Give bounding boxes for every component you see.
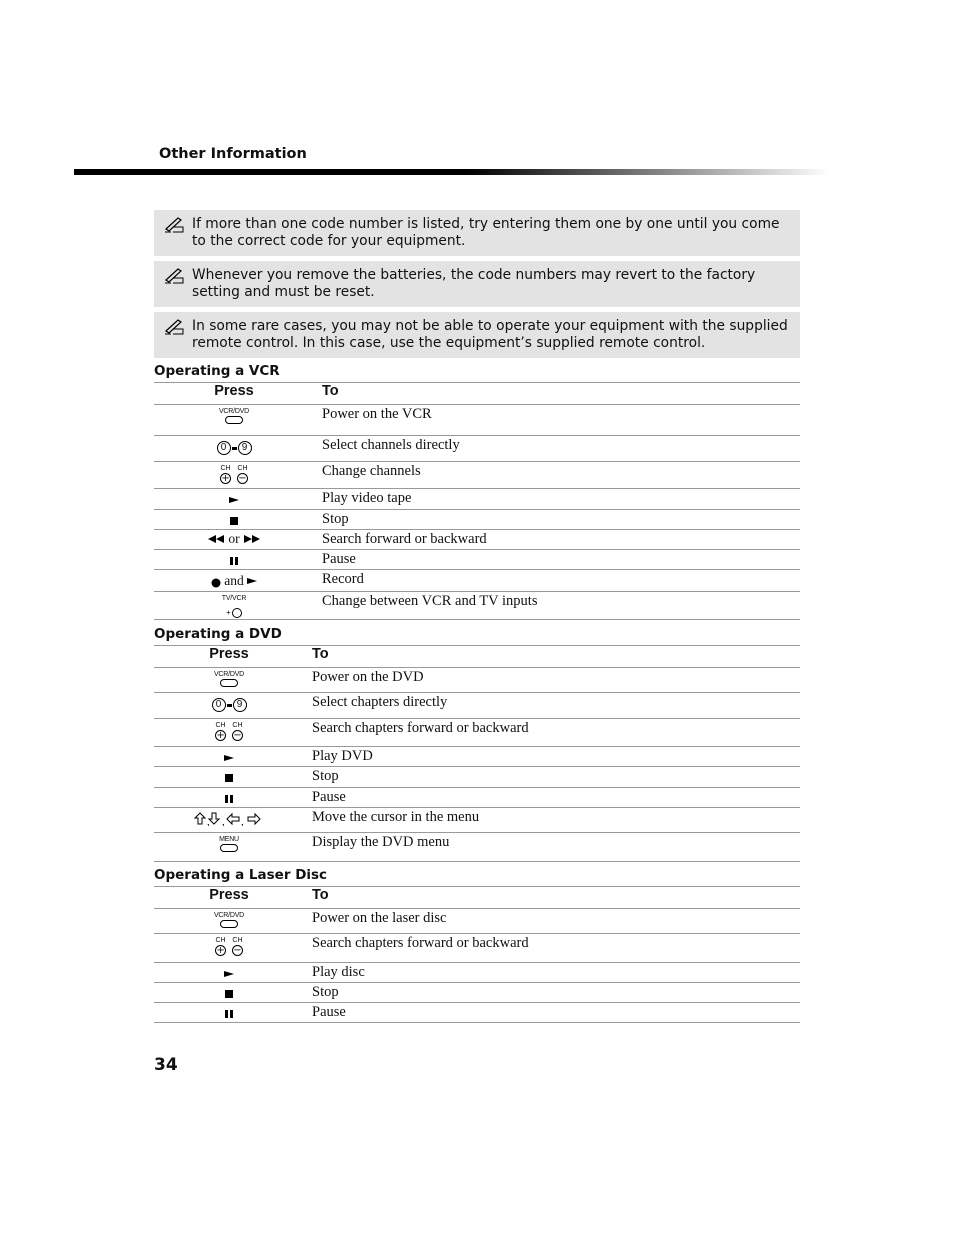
table-row — [154, 405, 800, 436]
table-row — [154, 833, 800, 862]
action-text: Search forward or backward — [314, 530, 800, 550]
pause-icon — [154, 1003, 304, 1023]
svg-text:,: , — [241, 816, 244, 826]
action-text: Pause — [314, 550, 800, 570]
channel-up-down-icon: CH + CH − — [154, 462, 314, 489]
play-icon — [154, 489, 314, 510]
pencil-note-icon — [163, 214, 185, 234]
menu-button-icon: MENU — [154, 833, 304, 862]
action-text: Select channels directly — [314, 436, 800, 462]
note-box — [154, 210, 800, 256]
action-text: Select chapters directly — [304, 693, 800, 719]
to-column-header: To — [304, 646, 800, 668]
header-rule — [74, 169, 830, 175]
stop-icon — [154, 983, 304, 1003]
table-row — [154, 489, 800, 510]
svg-text:,: , — [222, 816, 225, 826]
arrow-keys-icon — [154, 808, 304, 833]
table-row — [154, 462, 800, 489]
note-text: If more than one code number is listed, try entering them one by one until you come to the correct code for your equipment. — [192, 216, 780, 249]
action-text: Stop — [304, 767, 800, 788]
table-row — [154, 436, 800, 462]
action-text: Pause — [304, 1003, 800, 1023]
section-title-laserdisc: Operating a Laser Disc — [154, 867, 328, 883]
channel-up-down-icon: CH + CH − — [154, 719, 304, 747]
number-buttons-0-9-icon: 0 9 — [154, 693, 304, 719]
action-text: Stop — [314, 510, 800, 530]
play-icon — [154, 963, 304, 983]
table-row — [154, 934, 800, 963]
play-icon — [154, 747, 304, 767]
laserdisc-operations-table — [154, 886, 800, 1023]
number-buttons-0-9-icon: 0 9 — [154, 436, 314, 462]
page-number: 34 — [154, 1055, 178, 1075]
table-row — [154, 592, 800, 620]
note-box — [154, 261, 800, 307]
pause-icon — [154, 788, 304, 808]
action-text: Search chapters forward or backward — [304, 719, 800, 747]
note-box — [154, 312, 800, 358]
section-title-dvd: Operating a DVD — [154, 626, 282, 642]
press-column-header: Press — [154, 887, 304, 909]
stop-icon — [154, 767, 304, 788]
action-text: Power on the VCR — [314, 405, 800, 436]
press-column-header: Press — [154, 646, 304, 668]
section-title-vcr: Operating a VCR — [154, 363, 280, 379]
table-row — [154, 530, 800, 550]
action-text: Play disc — [304, 963, 800, 983]
pause-icon — [154, 550, 314, 570]
table-row — [154, 747, 800, 767]
record-and-play-icon: and — [154, 570, 314, 592]
table-row — [154, 668, 800, 693]
table-row — [154, 788, 800, 808]
vcr-dvd-button-icon: VCR/DVD — [154, 668, 304, 693]
table-row — [154, 570, 800, 592]
stop-icon — [154, 510, 314, 530]
action-text: Power on the laser disc — [304, 909, 800, 934]
action-text: Record — [314, 570, 800, 592]
pencil-note-icon — [163, 265, 185, 285]
vcr-dvd-button-icon: VCR/DVD — [154, 909, 304, 934]
press-column-header: Press — [154, 383, 314, 405]
table-row — [154, 767, 800, 788]
pencil-note-icon — [163, 316, 185, 336]
note-text: In some rare cases, you may not be able to operate your equipment with the supplied remote control. In this case, use the equipment’s supplied remote control. — [192, 318, 788, 351]
table-row — [154, 1003, 800, 1023]
vcr-dvd-button-icon: VCR/DVD — [154, 405, 314, 436]
dvd-operations-table — [154, 645, 800, 862]
action-text: Move the cursor in the menu — [304, 808, 800, 833]
to-column-header: To — [304, 887, 800, 909]
table-row — [154, 909, 800, 934]
table-row — [154, 550, 800, 570]
tv-vcr-button-icon: TV/VCR + — [154, 592, 314, 620]
table-row — [154, 808, 800, 833]
action-text: Change channels — [314, 462, 800, 489]
action-text: Power on the DVD — [304, 668, 800, 693]
action-text: Search chapters forward or backward — [304, 934, 800, 963]
section-header-title: Other Information — [159, 146, 307, 162]
table-row — [154, 983, 800, 1003]
action-text: Display the DVD menu — [304, 833, 800, 862]
rewind-fastforward-icon: or — [154, 530, 314, 550]
svg-text:,: , — [207, 816, 210, 826]
action-text: Play video tape — [314, 489, 800, 510]
vcr-operations-table — [154, 382, 800, 620]
table-row — [154, 963, 800, 983]
action-text: Play DVD — [304, 747, 800, 767]
action-text: Stop — [304, 983, 800, 1003]
note-text: Whenever you remove the batteries, the code numbers may revert to the factory setting and must be reset. — [192, 267, 756, 300]
table-row — [154, 693, 800, 719]
action-text: Change between VCR and TV inputs — [314, 592, 800, 620]
action-text: Pause — [304, 788, 800, 808]
channel-up-down-icon: CH + CH − — [154, 934, 304, 963]
table-row — [154, 510, 800, 530]
to-column-header: To — [314, 383, 800, 405]
table-row — [154, 719, 800, 747]
